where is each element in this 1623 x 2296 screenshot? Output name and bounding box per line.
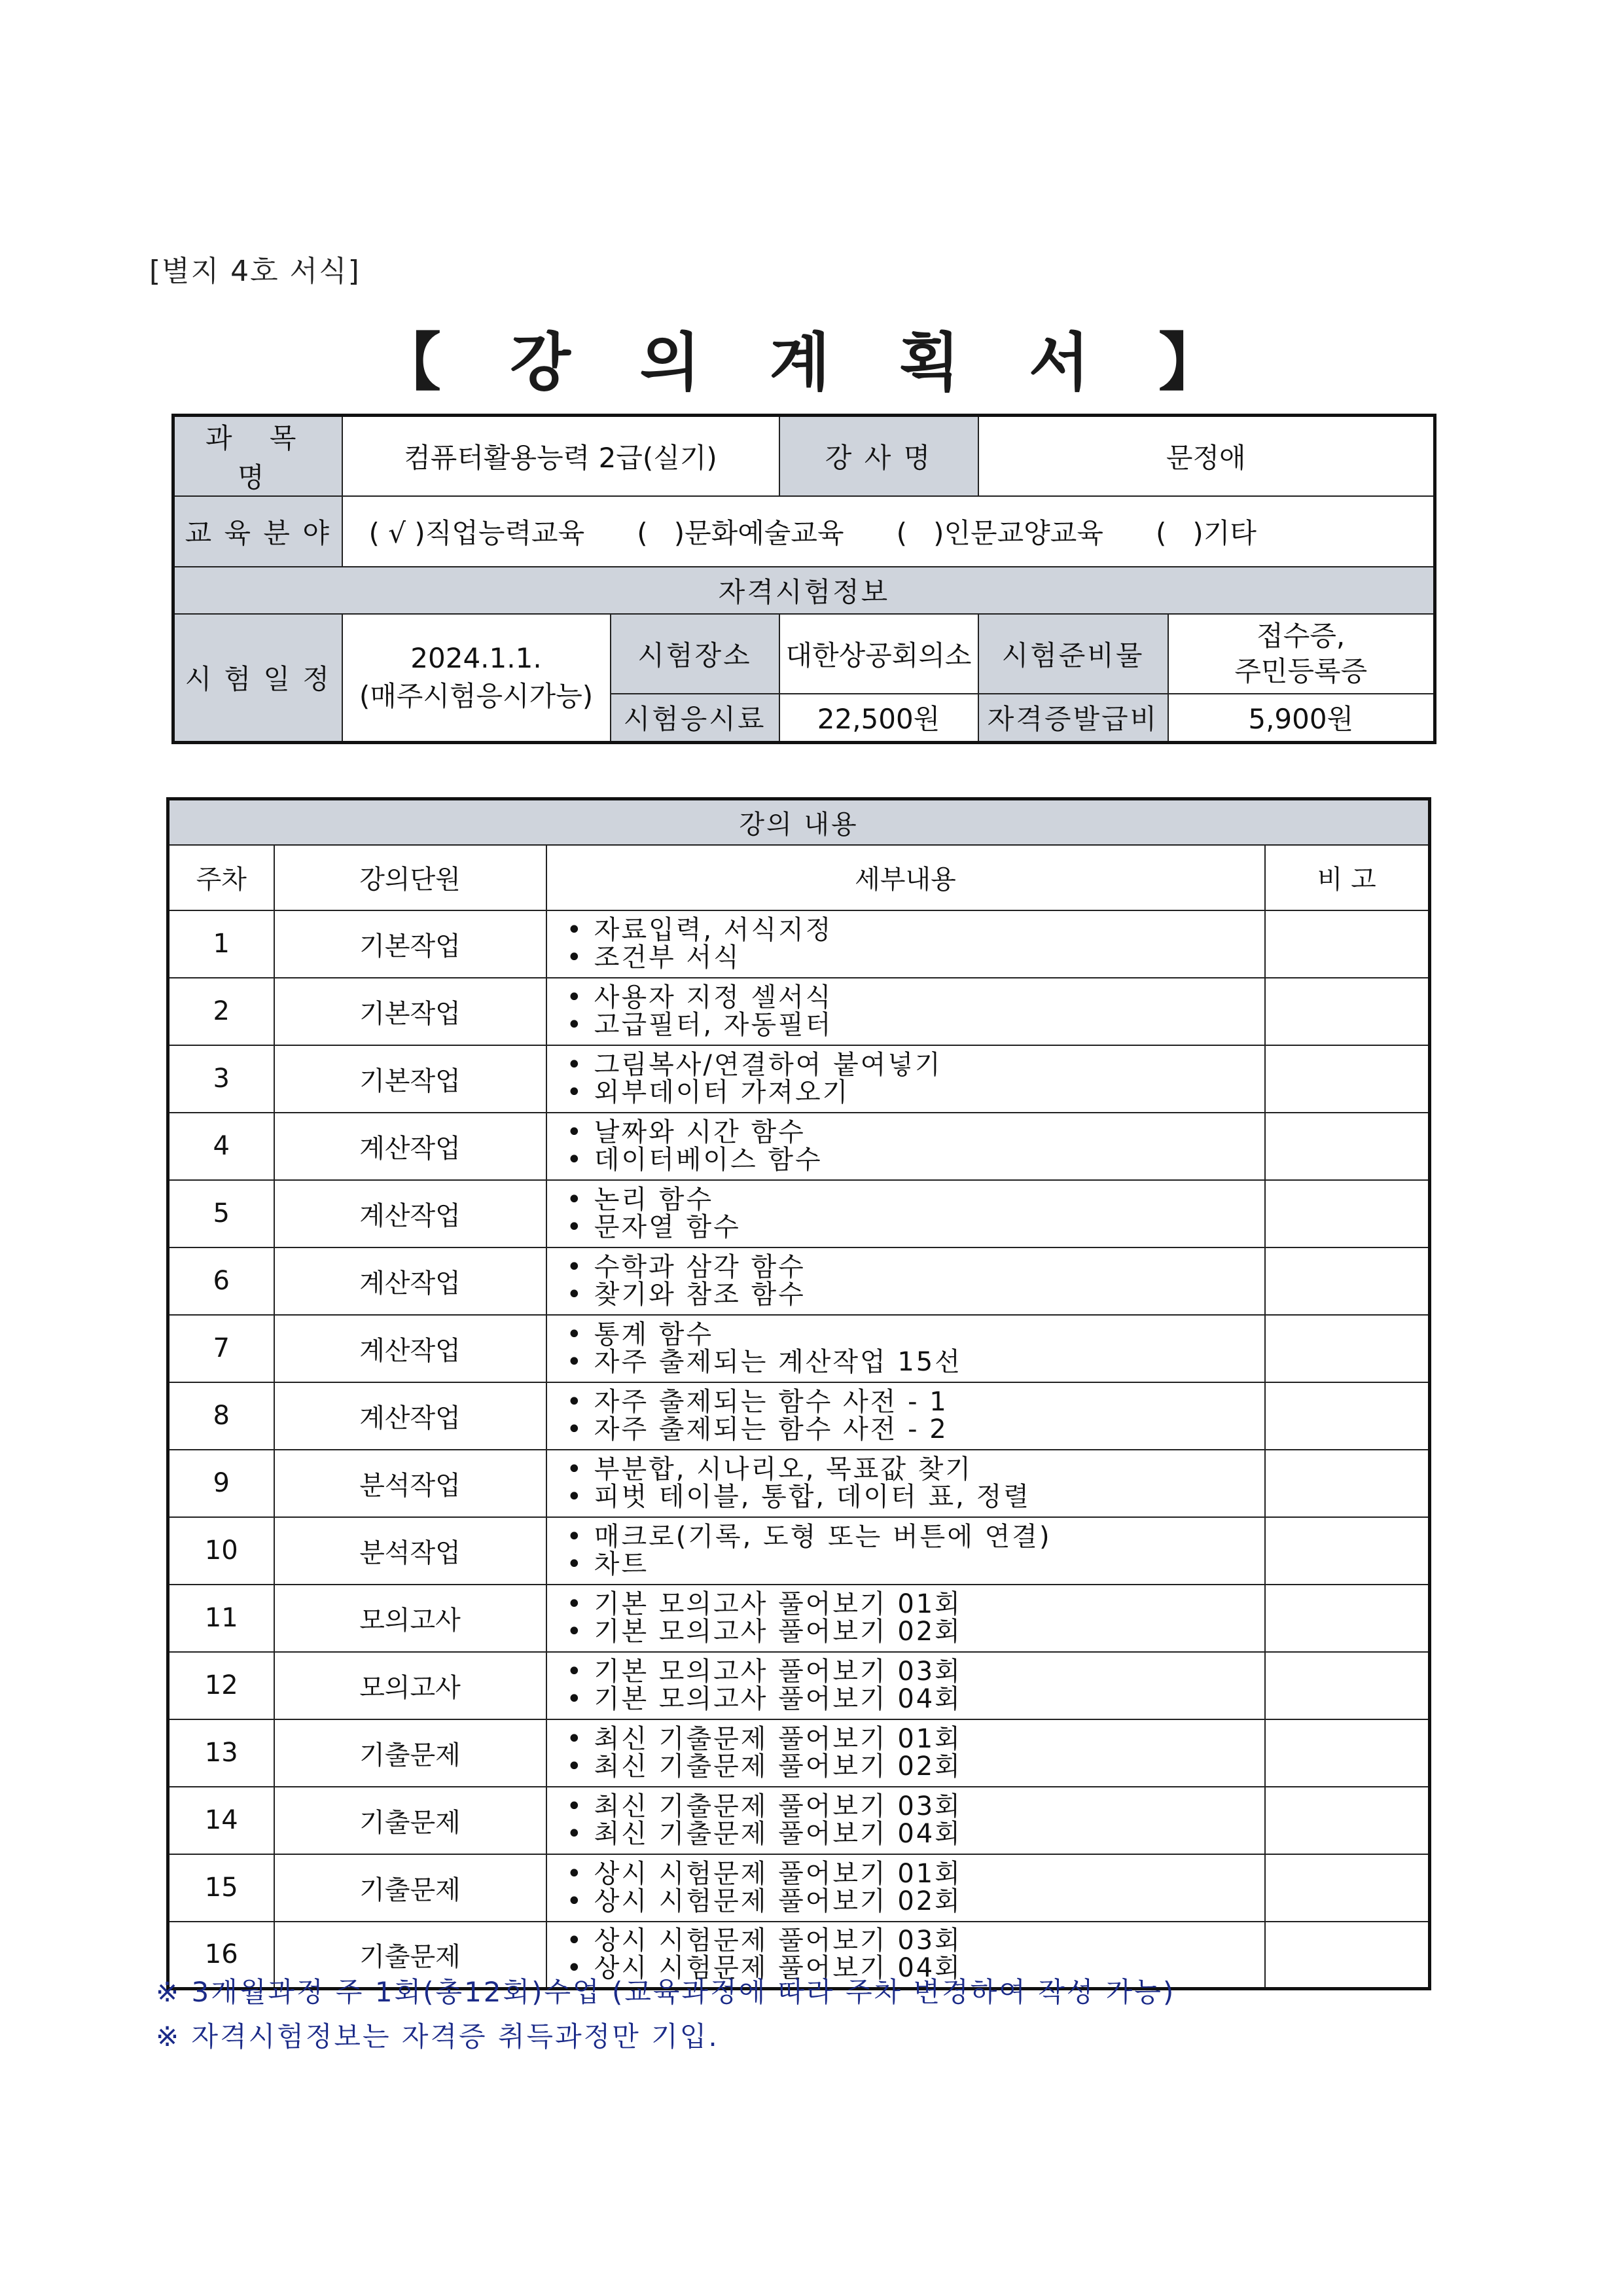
lecture-note [1265, 978, 1430, 1045]
detail-line: • 논리 함수 [566, 1185, 714, 1215]
week-number: 8 [168, 1382, 274, 1450]
lecture-note [1265, 1180, 1430, 1247]
exam-place-value: 대한상공회의소 [779, 614, 978, 694]
lecture-unit: 기출문제 [274, 1719, 546, 1787]
lecture-details [546, 1450, 1265, 1517]
table-row [168, 1247, 1430, 1315]
detail-line: • 외부데이터 가져오기 [566, 1077, 850, 1107]
lecture-details [546, 1854, 1265, 1922]
detail-line: • 차트 [566, 1549, 649, 1579]
detail-line: • 상시 시험문제 풀어보기 02회 [566, 1886, 962, 1916]
lecture-note [1265, 1854, 1430, 1922]
week-number: 3 [168, 1045, 274, 1113]
cert-fee-label: 자격증발급비 [978, 694, 1168, 742]
table-row [168, 1517, 1430, 1585]
form-number: [별지 4호 서식] [149, 255, 361, 288]
lecture-details [546, 1787, 1265, 1854]
detail-line: • 상시 시험문제 풀어보기 01회 [566, 1859, 962, 1889]
detail-line: • 자주 출제되는 함수 사전 - 1 [566, 1387, 948, 1417]
cert-fee-value: 5,900원 [1168, 694, 1435, 742]
subject-value: 컴퓨터활용능력 2급(실기) [342, 416, 779, 497]
lecture-note [1265, 1719, 1430, 1787]
instructor-label: 강 사 명 [779, 416, 978, 497]
cert-info-section-title: 자격시험정보 [173, 567, 1435, 614]
table-row [168, 1315, 1430, 1382]
lecture-unit: 계산작업 [274, 1180, 546, 1247]
subject-label: 과 목 명 [173, 416, 342, 497]
exam-supplies-cell [1168, 614, 1435, 694]
lecture-details [546, 1585, 1265, 1652]
header-unit: 강의단원 [274, 845, 546, 910]
detail-line: • 문자열 함수 [566, 1212, 741, 1242]
lecture-details [546, 1517, 1265, 1585]
header-details: 세부내용 [546, 845, 1265, 910]
table-row [168, 910, 1430, 978]
education-field-options: ( √ )직업능력교육 ( )문화예술교육 ( )인문교양교육 ( )기타 [342, 496, 1435, 567]
exam-date-label: 시 험 일 정 [173, 614, 342, 742]
week-number: 9 [168, 1450, 274, 1517]
footnote-schedule: ※ 3개월과정 주 1회(총12회)수업 (교육과정에 따라 주차 변경하여 작성 가능) [156, 1976, 1176, 2008]
detail-line: • 최신 기출문제 풀어보기 02회 [566, 1751, 962, 1782]
week-number: 5 [168, 1180, 274, 1247]
detail-line: • 피벗 테이블, 통합, 데이터 표, 정렬 [566, 1482, 1031, 1512]
header-week: 주차 [168, 845, 274, 910]
detail-line: • 자주 출제되는 계산작업 15선 [566, 1347, 962, 1377]
lecture-unit: 모의고사 [274, 1652, 546, 1719]
footnote-cert-info: ※ 자격시험정보는 자격증 취득과정만 기입. [156, 2020, 719, 2053]
lecture-details [546, 910, 1265, 978]
detail-line: • 통계 함수 [566, 1319, 714, 1350]
lecture-note [1265, 1922, 1430, 1989]
lecture-unit: 기본작업 [274, 1045, 546, 1113]
lecture-unit: 기출문제 [274, 1922, 546, 1989]
detail-line: • 최신 기출문제 풀어보기 04회 [566, 1819, 962, 1849]
lecture-unit: 기본작업 [274, 910, 546, 978]
lecture-details [546, 1045, 1265, 1113]
table-row [168, 1045, 1430, 1113]
header-note: 비 고 [1265, 845, 1430, 910]
detail-line: • 조건부 서식 [566, 942, 741, 973]
lecture-unit: 계산작업 [274, 1113, 546, 1180]
lecture-note [1265, 1045, 1430, 1113]
lecture-note [1265, 1585, 1430, 1652]
exam-place-label: 시험장소 [611, 614, 779, 694]
week-number: 14 [168, 1787, 274, 1854]
exam-date-note: (매주시험응시가능) [359, 680, 594, 713]
exam-date-value: 2024.1.1. [410, 642, 542, 675]
field-label: 교 육 분 야 [173, 496, 342, 567]
detail-line: • 사용자 지정 셀서식 [566, 982, 833, 1013]
lecture-note [1265, 910, 1430, 978]
lecture-unit: 분석작업 [274, 1450, 546, 1517]
lecture-unit: 기본작업 [274, 978, 546, 1045]
week-number: 15 [168, 1854, 274, 1922]
week-number: 10 [168, 1517, 274, 1585]
lecture-details [546, 1382, 1265, 1450]
footnotes [156, 1970, 1175, 2059]
lecture-unit: 계산작업 [274, 1315, 546, 1382]
table-row [168, 1382, 1430, 1450]
week-number: 12 [168, 1652, 274, 1719]
detail-line: • 상시 시험문제 풀어보기 03회 [566, 1926, 962, 1956]
lecture-note [1265, 1113, 1430, 1180]
lecture-note [1265, 1315, 1430, 1382]
lecture-note [1265, 1652, 1430, 1719]
table-row [168, 1787, 1430, 1854]
detail-line: • 최신 기출문제 풀어보기 01회 [566, 1724, 962, 1754]
detail-line: • 데이터베이스 함수 [566, 1145, 823, 1175]
table-row [168, 1180, 1430, 1247]
lecture-details [546, 978, 1265, 1045]
detail-line: • 기본 모의고사 풀어보기 03회 [566, 1657, 962, 1687]
lecture-note [1265, 1382, 1430, 1450]
lecture-rows [168, 910, 1430, 1989]
lecture-content-table [166, 797, 1431, 1990]
week-number: 13 [168, 1719, 274, 1787]
instructor-value: 문정애 [978, 416, 1435, 497]
detail-line: • 최신 기출문제 풀어보기 03회 [566, 1791, 962, 1821]
detail-line: • 기본 모의고사 풀어보기 01회 [566, 1589, 962, 1619]
detail-line: • 날짜와 시간 함수 [566, 1117, 806, 1147]
detail-line: • 찾기와 참조 함수 [566, 1280, 806, 1310]
table-row [168, 1854, 1430, 1922]
detail-line: • 고급필터, 자동필터 [566, 1010, 833, 1040]
document-title: 【 강 의 계 획 서 】 [378, 326, 1245, 399]
detail-line: • 기본 모의고사 풀어보기 04회 [566, 1684, 962, 1714]
lecture-unit: 모의고사 [274, 1585, 546, 1652]
lecture-section-title: 강의 내용 [168, 799, 1430, 845]
lecture-unit: 계산작업 [274, 1247, 546, 1315]
lecture-unit: 기출문제 [274, 1854, 546, 1922]
lecture-unit: 계산작업 [274, 1382, 546, 1450]
lecture-details [546, 1315, 1265, 1382]
table-row [168, 1450, 1430, 1517]
week-number: 2 [168, 978, 274, 1045]
week-number: 16 [168, 1922, 274, 1989]
table-row [168, 1719, 1430, 1787]
week-number: 6 [168, 1247, 274, 1315]
table-row [168, 1113, 1430, 1180]
lecture-details [546, 1719, 1265, 1787]
detail-line: • 기본 모의고사 풀어보기 02회 [566, 1617, 962, 1647]
lecture-note [1265, 1787, 1430, 1854]
detail-line: • 그림복사/연결하여 붙여넣기 [566, 1050, 942, 1080]
lecture-unit: 분석작업 [274, 1517, 546, 1585]
lecture-note [1265, 1450, 1430, 1517]
exam-fee-label: 시험응시료 [611, 694, 779, 742]
detail-line: • 수학과 삼각 함수 [566, 1252, 806, 1282]
exam-supplies-value-1: 접수증, [1257, 620, 1346, 652]
lecture-details [546, 1180, 1265, 1247]
lecture-note [1265, 1517, 1430, 1585]
lecture-details [546, 1247, 1265, 1315]
week-number: 1 [168, 910, 274, 978]
lecture-details [546, 1113, 1265, 1180]
table-row [168, 1652, 1430, 1719]
detail-line: • 자료입력, 서식지정 [566, 915, 833, 945]
lecture-note [1265, 1247, 1430, 1315]
detail-line: • 자주 출제되는 함수 사전 - 2 [566, 1414, 948, 1444]
exam-supplies-label: 시험준비물 [978, 614, 1168, 694]
detail-line: • 매크로(기록, 도형 또는 버튼에 연결) [566, 1522, 1052, 1552]
exam-supplies-value-2: 주민등록증 [1234, 655, 1368, 687]
course-info-table [171, 414, 1436, 744]
week-number: 7 [168, 1315, 274, 1382]
detail-line: • 상시 시험문제 풀어보기 04회 [566, 1953, 962, 1984]
exam-date-cell [342, 614, 611, 742]
lecture-unit: 기출문제 [274, 1787, 546, 1854]
week-number: 4 [168, 1113, 274, 1180]
table-row [168, 1585, 1430, 1652]
lecture-details [546, 1652, 1265, 1719]
exam-fee-value: 22,500원 [779, 694, 978, 742]
week-number: 11 [168, 1585, 274, 1652]
table-row [168, 978, 1430, 1045]
detail-line: • 부분합, 시나리오, 목표값 찾기 [566, 1454, 973, 1484]
